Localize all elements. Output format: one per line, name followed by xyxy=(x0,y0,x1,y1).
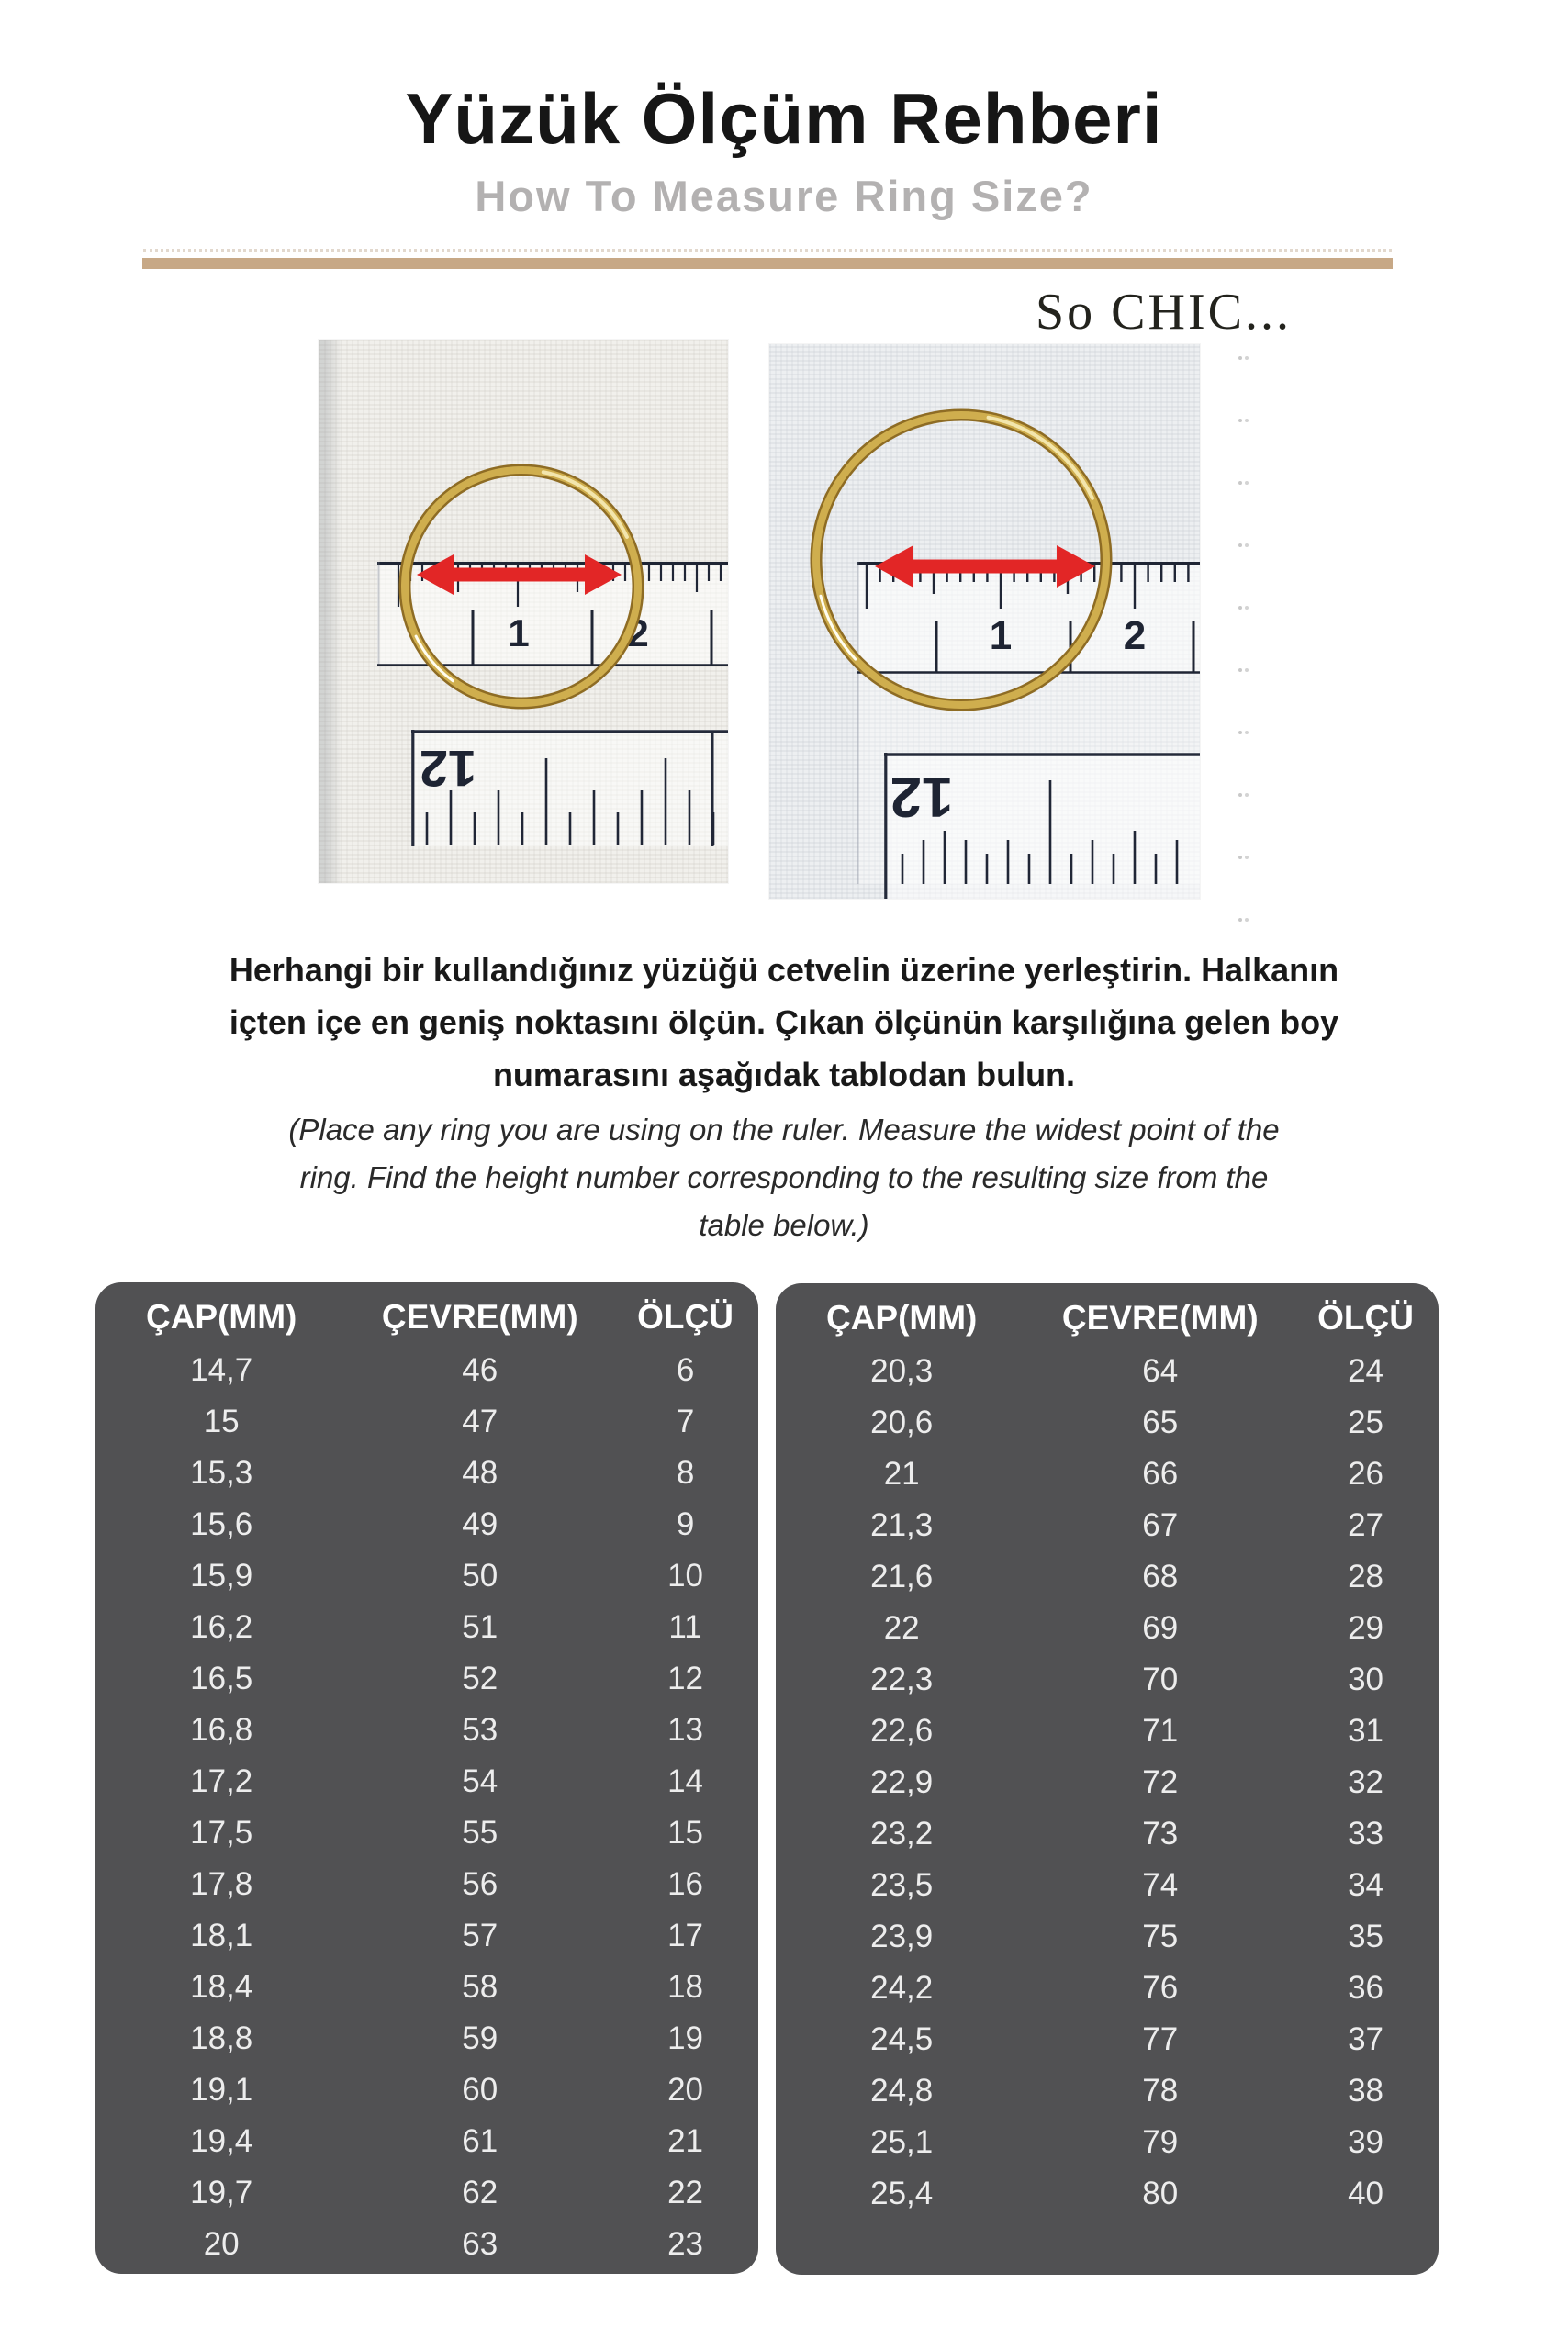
table-cell: 6 xyxy=(676,1352,695,1388)
table-cell: 14,7 xyxy=(190,1352,253,1388)
table-cell: 68 xyxy=(1142,1559,1179,1595)
table-cell: 60 xyxy=(462,2072,498,2108)
table-cell: 32 xyxy=(1348,1764,1384,1800)
table-row xyxy=(95,1602,758,1653)
divider-line xyxy=(142,258,1393,269)
table-row xyxy=(776,2168,1439,2220)
table-cell: 22 xyxy=(883,1610,920,1646)
table-cell: 77 xyxy=(1142,2021,1179,2057)
column-header-circumference: ÇEVRE(MM) xyxy=(381,1298,578,1336)
table-cell: 35 xyxy=(1348,1919,1384,1954)
table-row xyxy=(95,1653,758,1705)
ruler-number-12-upside-down: 12 xyxy=(890,765,954,828)
table-cell: 16,5 xyxy=(190,1661,253,1696)
table-cell: 37 xyxy=(1348,2021,1384,2057)
table-cell: 67 xyxy=(1142,1507,1179,1543)
page-title: Yüzük Ölçüm Rehberi xyxy=(405,78,1163,159)
instructions-english-line: (Place any ring you are using on the ruler. Measure the widest point of the xyxy=(288,1113,1280,1147)
table-cell: 53 xyxy=(462,1712,498,1748)
table-cell: 24,5 xyxy=(870,2021,934,2057)
table-cell: 26 xyxy=(1348,1456,1384,1492)
table-cell: 15 xyxy=(203,1404,240,1439)
ring-photo-small xyxy=(319,340,728,883)
table-cell: 39 xyxy=(1348,2124,1384,2160)
table-cell: 24 xyxy=(1348,1353,1384,1389)
scan-artifact-dot xyxy=(1238,856,1242,859)
table-cell: 13 xyxy=(667,1712,704,1748)
table-cell: 14 xyxy=(667,1763,704,1799)
column-header-size: ÖLÇÜ xyxy=(1317,1299,1414,1337)
table-cell: 18,4 xyxy=(190,1969,253,2005)
table-cell: 15,9 xyxy=(190,1558,253,1594)
table-row xyxy=(95,1345,758,1396)
table-cell: 20 xyxy=(203,2226,240,2262)
table-cell: 19,4 xyxy=(190,2123,253,2159)
ruler-number-2: 2 xyxy=(627,611,649,655)
instructions-turkish-line: Herhangi bir kullandığınız yüzüğü cetvelin üzerine yerleştirin. Halkanın xyxy=(229,951,1339,989)
table-cell: 33 xyxy=(1348,1816,1384,1852)
table-row xyxy=(776,1808,1439,1860)
ring-photo-large-art xyxy=(769,344,1200,899)
column-header-size: ÖLÇÜ xyxy=(637,1298,734,1336)
table-cell: 78 xyxy=(1142,2073,1179,2109)
table-cell: 75 xyxy=(1142,1919,1179,1954)
table-cell: 18,8 xyxy=(190,2020,253,2056)
instructions-english-line: table below.) xyxy=(699,1208,869,1242)
table-row xyxy=(95,1859,758,1910)
table-cell: 76 xyxy=(1142,1970,1179,2006)
scan-artifact-dot xyxy=(1238,606,1242,610)
instructions-turkish xyxy=(0,944,1568,1101)
instructions-turkish-line: içten içe en geniş noktasını ölçün. Çıkan ölçünün karşılığına gelen boy xyxy=(229,1003,1339,1041)
table-cell: 15,6 xyxy=(190,1506,253,1542)
table-cell: 12 xyxy=(667,1661,704,1696)
brand-logo: So CHIC... xyxy=(1036,284,1292,341)
table-cell: 36 xyxy=(1348,1970,1384,2006)
table-cell: 20 xyxy=(667,2072,704,2108)
instructions-english-line: ring. Find the height number corresponding to the resulting size from the xyxy=(299,1160,1269,1194)
ring-photo-large xyxy=(769,344,1200,899)
ruler-number-1: 1 xyxy=(989,613,1013,658)
table-cell: 63 xyxy=(462,2226,498,2262)
table-cell: 18 xyxy=(667,1969,704,2005)
ruler-number-1: 1 xyxy=(508,611,530,655)
table-cell: 16,8 xyxy=(190,1712,253,1748)
table-cell: 47 xyxy=(462,1404,498,1439)
scan-artifact-dot xyxy=(1238,793,1242,797)
table-cell: 74 xyxy=(1142,1867,1179,1903)
table-row xyxy=(95,1910,758,1962)
table-cell: 16 xyxy=(667,1866,704,1902)
table-cell: 59 xyxy=(462,2020,498,2056)
table-row xyxy=(95,1807,758,1859)
instructions-english xyxy=(0,1106,1568,1249)
table-cell: 19,1 xyxy=(190,2072,253,2108)
table-cell: 16,2 xyxy=(190,1609,253,1645)
table-cell: 22 xyxy=(667,2175,704,2210)
table-cell: 24,8 xyxy=(870,2073,934,2109)
table-cell: 18,1 xyxy=(190,1918,253,1953)
table-row xyxy=(95,2013,758,2065)
table-cell: 23,9 xyxy=(870,1919,934,1954)
table-cell: 20,3 xyxy=(870,1353,934,1389)
table-cell: 17 xyxy=(667,1918,704,1953)
table-row xyxy=(776,2014,1439,2065)
table-row xyxy=(776,1654,1439,1706)
table-row xyxy=(95,1396,758,1448)
size-table-left xyxy=(95,1282,758,2274)
table-cell: 38 xyxy=(1348,2073,1384,2109)
scan-artifact-dot xyxy=(1238,668,1242,672)
table-cell: 58 xyxy=(462,1969,498,2005)
table-cell: 49 xyxy=(462,1506,498,1542)
table-cell: 25,4 xyxy=(870,2176,934,2211)
column-header-circumference: ÇEVRE(MM) xyxy=(1061,1299,1259,1337)
table-row xyxy=(95,1705,758,1756)
table-cell: 28 xyxy=(1348,1559,1384,1595)
table-cell: 17,8 xyxy=(190,1866,253,1902)
table-row xyxy=(776,2065,1439,2117)
table-row xyxy=(776,2117,1439,2168)
ruler-lower-section xyxy=(884,753,1200,899)
table-cell: 27 xyxy=(1348,1507,1384,1543)
scan-artifact-dot xyxy=(1238,356,1242,360)
table-cell: 11 xyxy=(668,1609,702,1645)
table-cell: 21,3 xyxy=(870,1507,934,1543)
table-row xyxy=(776,1500,1439,1551)
table-row xyxy=(776,1757,1439,1808)
table-cell: 69 xyxy=(1142,1610,1179,1646)
table-row xyxy=(95,2167,758,2219)
table-cell: 70 xyxy=(1142,1662,1179,1697)
table-cell: 19 xyxy=(667,2020,704,2056)
table-row xyxy=(776,1603,1439,1654)
table-row xyxy=(776,1963,1439,2014)
table-row xyxy=(776,1551,1439,1603)
scan-artifact-dot xyxy=(1238,419,1242,422)
table-cell: 71 xyxy=(1142,1713,1179,1749)
table-row xyxy=(95,2219,758,2270)
table-cell: 64 xyxy=(1142,1353,1179,1389)
table-cell: 9 xyxy=(676,1506,695,1542)
table-cell: 22,9 xyxy=(870,1764,934,1800)
table-cell: 25 xyxy=(1348,1404,1384,1440)
table-row xyxy=(95,1962,758,2013)
table-cell: 50 xyxy=(462,1558,498,1594)
table-row xyxy=(776,1346,1439,1397)
table-cell: 34 xyxy=(1348,1867,1384,1903)
table-cell: 23,2 xyxy=(870,1816,934,1852)
ruler-number-12-upside-down: 12 xyxy=(419,740,477,798)
ring-photo-small-art xyxy=(319,340,728,883)
page-subtitle: How To Measure Ring Size? xyxy=(475,172,1093,220)
table-cell: 48 xyxy=(462,1455,498,1491)
table-cell: 21 xyxy=(883,1456,920,1492)
table-cell: 61 xyxy=(462,2123,498,2159)
table-row xyxy=(95,1756,758,1807)
ruler-number-2: 2 xyxy=(1123,613,1147,658)
table-cell: 25,1 xyxy=(870,2124,934,2160)
table-cell: 22,6 xyxy=(870,1713,934,1749)
table-cell: 17,5 xyxy=(190,1815,253,1851)
scan-artifact-dots xyxy=(1238,0,1251,1010)
table-cell: 79 xyxy=(1142,2124,1179,2160)
table-cell: 65 xyxy=(1142,1404,1179,1440)
table-cell: 56 xyxy=(462,1866,498,1902)
table-cell: 23 xyxy=(667,2226,704,2262)
table-cell: 23,5 xyxy=(870,1867,934,1903)
scan-artifact-dot xyxy=(1238,918,1242,922)
table-row xyxy=(95,1448,758,1499)
table-cell: 80 xyxy=(1142,2176,1179,2211)
table-cell: 15,3 xyxy=(190,1455,253,1491)
table-cell: 7 xyxy=(676,1404,695,1439)
column-header-diameter: ÇAP(MM) xyxy=(825,1299,978,1337)
table-cell: 52 xyxy=(462,1661,498,1696)
table-cell: 54 xyxy=(462,1763,498,1799)
table-row xyxy=(95,2065,758,2116)
table-cell: 20,6 xyxy=(870,1404,934,1440)
table-cell: 29 xyxy=(1348,1610,1384,1646)
table-cell: 17,2 xyxy=(190,1763,253,1799)
table-cell: 62 xyxy=(462,2175,498,2210)
size-table-right xyxy=(776,1283,1439,2275)
table-row xyxy=(776,1397,1439,1449)
table-row xyxy=(95,1499,758,1550)
table-cell: 21,6 xyxy=(870,1559,934,1595)
table-cell: 10 xyxy=(667,1558,704,1594)
ruler-lower-section xyxy=(411,730,728,846)
table-body xyxy=(95,1345,758,2270)
scan-artifact-dot xyxy=(1238,731,1242,734)
instructions-turkish-line: numarasını aşağıdak tablodan bulun. xyxy=(492,1056,1076,1093)
table-cell: 8 xyxy=(676,1455,695,1491)
table-row xyxy=(95,2116,758,2167)
table-cell: 30 xyxy=(1348,1662,1384,1697)
scan-artifact-dot xyxy=(1238,543,1242,547)
table-cell: 66 xyxy=(1142,1456,1179,1492)
table-row xyxy=(95,1550,758,1602)
table-row xyxy=(776,1911,1439,1963)
table-header-row xyxy=(776,1291,1439,1346)
divider-dotted-line xyxy=(143,249,1392,252)
table-cell: 40 xyxy=(1348,2176,1384,2211)
table-cell: 31 xyxy=(1348,1713,1384,1749)
table-row xyxy=(776,1449,1439,1500)
table-body xyxy=(776,1346,1439,2220)
table-cell: 19,7 xyxy=(190,2175,253,2210)
table-cell: 55 xyxy=(462,1815,498,1851)
table-row xyxy=(776,1706,1439,1757)
table-cell: 73 xyxy=(1142,1816,1179,1852)
table-cell: 21 xyxy=(667,2123,704,2159)
table-cell: 15 xyxy=(667,1815,704,1851)
column-header-diameter: ÇAP(MM) xyxy=(145,1298,297,1336)
scan-artifact-dot xyxy=(1238,481,1242,485)
table-cell: 72 xyxy=(1142,1764,1179,1800)
table-row xyxy=(776,1860,1439,1911)
table-cell: 46 xyxy=(462,1352,498,1388)
table-cell: 51 xyxy=(462,1609,498,1645)
table-cell: 22,3 xyxy=(870,1662,934,1697)
table-cell: 24,2 xyxy=(870,1970,934,2006)
table-header-row xyxy=(95,1290,758,1345)
table-cell: 57 xyxy=(462,1918,498,1953)
